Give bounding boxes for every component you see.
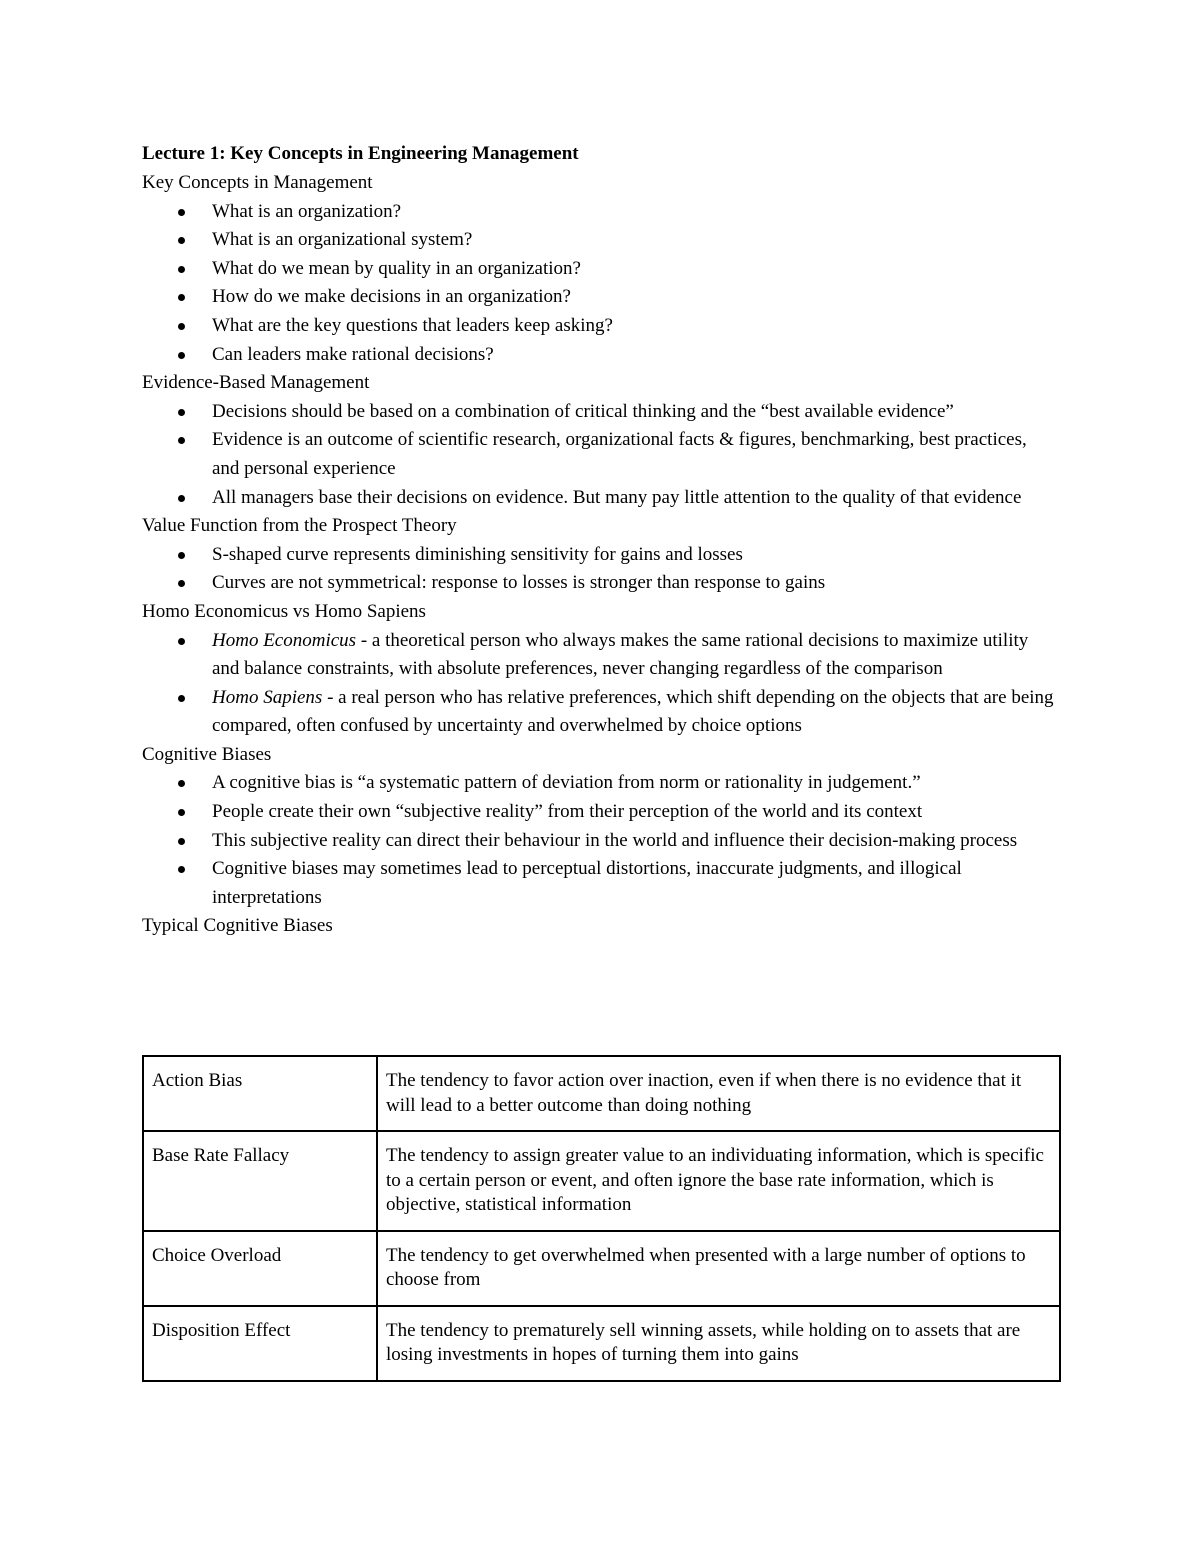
bias-definition-cell: The tendency to favor action over inaction, even if when there is no evidence that it will lead to a better outcome than doing nothing <box>377 1056 1060 1131</box>
list-item <box>142 798 1062 827</box>
bullet-icon <box>178 237 185 244</box>
section-heading-cognitive-biases: Cognitive Biases <box>142 743 272 765</box>
bias-term-cell: Disposition Effect <box>143 1306 377 1381</box>
list-item-text: What is an organizational system? <box>212 229 473 251</box>
bullet-icon <box>178 209 185 216</box>
list-item <box>142 827 1062 856</box>
bullet-icon <box>178 266 185 273</box>
sections-container <box>142 169 1062 941</box>
bias-term-cell: Choice Overload <box>143 1231 377 1306</box>
list-item-text: S-shaped curve represents diminishing sensitivity for gains and losses <box>212 543 743 565</box>
list-item-text: - a real person who has relative preferences, which shift depending on the objects that are being compared, often confused by uncertainty and overwhelmed by choice options <box>212 686 1054 737</box>
list-item <box>142 255 1062 284</box>
list-item <box>142 627 1062 684</box>
list-item-text: Cognitive biases may sometimes lead to perceptual distortions, inaccurate judgments, and illogical interpretations <box>212 858 962 908</box>
section-heading-value-function-from-the-prospect-theory: Value Function from the Prospect Theory <box>142 515 457 537</box>
document-body <box>142 139 1062 941</box>
list-item <box>142 226 1062 255</box>
cognitive-biases-table <box>142 1055 1061 1382</box>
bullet-icon <box>178 495 185 502</box>
bias-term-cell: Action Bias <box>143 1056 377 1131</box>
bias-definition-cell: The tendency to assign greater value to an individuating information, which is specific to a certain person or event, and often ignore the base rate information, which is objective, statistical information <box>377 1131 1060 1231</box>
bullet-icon <box>178 294 185 301</box>
table-row <box>143 1056 1060 1131</box>
bullet-list <box>142 769 1062 912</box>
list-item-text: All managers base their decisions on evidence. But many pay little attention to the quality of that evidence <box>212 486 1022 508</box>
list-item-text: Decisions should be based on a combination of critical thinking and the “best available evidence” <box>212 400 954 422</box>
bullet-list <box>142 541 1062 598</box>
bias-definition-cell: The tendency to get overwhelmed when presented with a large number of options to choose from <box>377 1231 1060 1306</box>
bias-term-cell: Base Rate Fallacy <box>143 1131 377 1231</box>
bullet-icon <box>178 809 185 816</box>
list-item-text: What are the key questions that leaders keep asking? <box>212 314 613 336</box>
list-item-text: People create their own “subjective reality” from their perception of the world and its context <box>212 801 923 823</box>
list-item <box>142 283 1062 312</box>
list-item-text: Curves are not symmetrical: response to losses is stronger than response to gains <box>212 572 826 594</box>
bullet-icon <box>178 638 185 645</box>
list-item-text: Can leaders make rational decisions? <box>212 343 494 365</box>
bullet-icon <box>178 580 185 587</box>
list-item-text: - a theoretical person who always makes the same rational decisions to maximize utility and balance constraints, with absolute preferences, never changing regardless of the comparison <box>212 629 1029 680</box>
list-item-text: What do we mean by quality in an organization? <box>212 257 581 279</box>
list-item-text: This subjective reality can direct their behaviour in the world and influence their decision-making process <box>212 829 1018 851</box>
bullet-list <box>142 198 1062 370</box>
table-row <box>143 1231 1060 1306</box>
section-heading-evidence-based-management: Evidence-Based Management <box>142 372 370 394</box>
list-item <box>142 569 1062 598</box>
bullet-icon <box>178 838 185 845</box>
term: Homo Economicus <box>212 629 357 651</box>
section-heading-homo-economicus-vs-homo-sapiens: Homo Economicus vs Homo Sapiens <box>142 600 426 622</box>
list-item-text: A cognitive bias is “a systematic pattern of deviation from norm or rationality in judgement.” <box>212 772 921 794</box>
list-item <box>142 484 1062 513</box>
term: Homo Sapiens <box>212 686 323 708</box>
list-item <box>142 341 1062 370</box>
bullet-icon <box>178 409 185 416</box>
list-item-text: How do we make decisions in an organization? <box>212 286 571 308</box>
list-item <box>142 398 1062 427</box>
bullet-icon <box>178 437 185 444</box>
table-row <box>143 1131 1060 1231</box>
bullet-icon <box>178 352 185 359</box>
list-item-text: What is an organization? <box>212 200 402 222</box>
bullet-icon <box>178 866 185 873</box>
section-heading-typical-cognitive-biases: Typical Cognitive Biases <box>142 915 333 937</box>
list-item <box>142 426 1062 483</box>
list-item <box>142 541 1062 570</box>
bullet-icon <box>178 780 185 787</box>
list-item <box>142 684 1062 741</box>
bullet-icon <box>178 695 185 702</box>
bullet-list <box>142 398 1062 512</box>
bias-definition-cell: The tendency to prematurely sell winning assets, while holding on to assets that are losing investments in hopes of turning them into gains <box>377 1306 1060 1381</box>
document-title: Lecture 1: Key Concepts in Engineering Management <box>142 143 579 164</box>
list-item <box>142 855 1062 912</box>
section-heading-key-concepts-in-management: Key Concepts in Management <box>142 172 373 193</box>
bullet-icon <box>178 552 185 559</box>
bullet-list <box>142 627 1062 741</box>
list-item <box>142 312 1062 341</box>
list-item <box>142 198 1062 227</box>
list-item-text: Evidence is an outcome of scientific research, organizational facts & figures, benchmarking, best practices, and personal experience <box>212 429 1027 479</box>
table-row <box>143 1306 1060 1381</box>
bullet-icon <box>178 323 185 330</box>
list-item <box>142 769 1062 798</box>
